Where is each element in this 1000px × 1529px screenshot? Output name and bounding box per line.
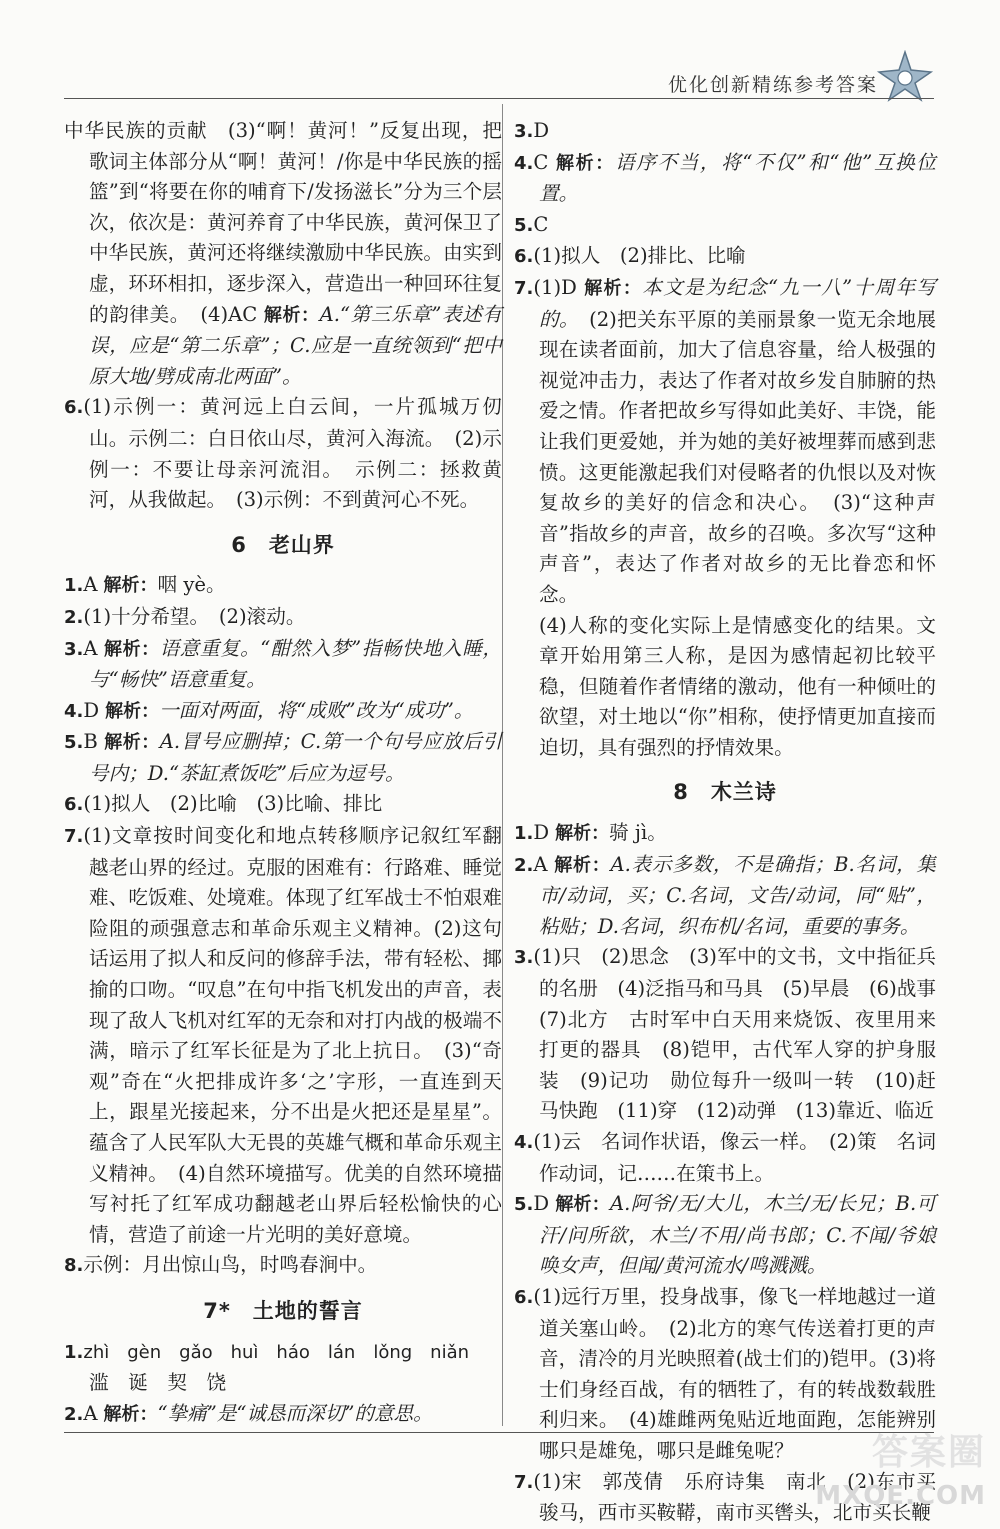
item-number: 7. xyxy=(514,277,534,299)
item-number: 4. xyxy=(64,700,84,722)
section-number: 7* xyxy=(203,1298,231,1323)
answer-text: 中华民族的贡献 (3)“啊！黄河！”反复出现，把歌词主体部分从“啊！黄河！/你是中华民族的摇篮”到“将要在你的哺育下/发扬滋长”分为三个层次，依次是：黄河养育了中华民族，黄河保卫了中华民族，黄河还将继续激励中华民族。由实到虚，环环相扣，逐步深入，营造出一种回环往复的韵律美。 (4)AC xyxy=(64,119,502,326)
item-number: 1. xyxy=(64,1341,84,1363)
answer-text: (1)D xyxy=(533,275,577,299)
analysis-label: 解析： xyxy=(582,277,643,299)
header-divider xyxy=(64,98,934,99)
item-number: 6. xyxy=(514,246,534,268)
answer-item xyxy=(64,1337,502,1399)
answer-item xyxy=(514,850,936,943)
item-number: 2. xyxy=(64,606,84,628)
section-heading xyxy=(514,777,936,808)
item-number: 6. xyxy=(64,794,84,816)
answer-text: A xyxy=(83,573,98,597)
item-number: 6. xyxy=(514,1286,534,1308)
item-number: 7. xyxy=(514,1471,534,1493)
analysis-text: 语意重复。“酣然入梦”指畅快地入睡，与“畅快”语意重复。 xyxy=(89,636,502,692)
answer-item xyxy=(64,1399,502,1431)
answer-item xyxy=(64,392,502,515)
answer-item xyxy=(514,116,936,148)
item-number: 8. xyxy=(64,1255,84,1277)
answer-text: (1)拟人 (2)比喻 (3)比喻、排比 xyxy=(83,792,383,816)
analysis-label: 解析： xyxy=(263,304,320,326)
answer-item xyxy=(64,727,502,789)
answer-item xyxy=(514,818,936,850)
section-title: 土地的誓言 xyxy=(252,1298,363,1323)
answer-item xyxy=(514,942,956,1127)
footer-divider xyxy=(64,1432,934,1433)
character-answers: 滥 诞 契 饶 xyxy=(89,1371,227,1395)
answer-item xyxy=(64,821,502,1250)
item-number: 1. xyxy=(514,823,534,845)
answer-text: D xyxy=(533,1192,550,1216)
item-number: 1. xyxy=(64,575,84,597)
answer-item xyxy=(514,1127,936,1189)
column-divider xyxy=(502,104,503,1426)
watermark-text-en: MXQE.COM xyxy=(815,1481,986,1511)
answer-item xyxy=(514,241,936,273)
item-number: 3. xyxy=(514,121,534,142)
section-heading xyxy=(64,1296,502,1327)
item-number: 4. xyxy=(514,152,534,174)
answer-text: D xyxy=(533,119,550,142)
answer-text: D xyxy=(83,698,100,722)
analysis-label: 解析： xyxy=(103,575,158,597)
analysis-label: 解析： xyxy=(103,732,160,754)
analysis-text: A.“第三乐章”表述有误，应是“第二乐章”；C.应是一直统领到“把中原大地/劈成南北两面”。 xyxy=(89,302,502,388)
answer-text: C xyxy=(533,150,549,174)
answer-text: (4)人称的变化实际上是情感变化的结果。文章开始用第三人称，是因为感情起初比较平稳，但随着作者情绪的激动，他有一种倾吐的欲望，对土地以“你”相称，使抒情更加直接而迫切，具有强烈的抒情效果。 xyxy=(539,613,936,759)
answer-item xyxy=(64,116,502,392)
answer-item xyxy=(514,1189,936,1282)
watermark-logo xyxy=(815,1415,996,1515)
answer-text: (1)云 名词作状语，像云一样。 (2)策 名词作动词，记……在策书上。 xyxy=(533,1130,936,1185)
analysis-label: 解析： xyxy=(103,1403,158,1425)
answer-text: (1)宋 郭茂倩 乐府诗集 南北 (2)东市买骏马，西市买鞍鞯，南市买辔头，北市买长鞭 xyxy=(533,1469,936,1525)
watermark-text-cn: 答案圈 xyxy=(871,1432,986,1473)
analysis-text: 语序不当，将“不仅”和“他”互换位置。 xyxy=(539,150,937,206)
answer-item xyxy=(514,210,936,242)
analysis-label: 解析： xyxy=(555,823,610,845)
analysis-text: A.阿爷/无/大儿，木兰/无/长兄；B.可汗/问所欲，木兰/不用/尚书郎；C.不闻/爷娘唤女声，但闻/黄河流水/鸣溅溅。 xyxy=(539,1192,937,1278)
right-column xyxy=(514,116,956,1529)
item-number: 5. xyxy=(514,1194,534,1216)
section-title: 老山界 xyxy=(268,532,335,557)
section-title: 木兰诗 xyxy=(710,780,777,805)
answer-text: (2)把关东平原的美丽景象一览无余地展现在读者面前，加大了信息容量，给人极强的视觉冲击力，表达了作者对故乡发自肺腑的热爱之情。作者把故乡写得如此美好、丰饶，能让我们更爱她，并为她的美好被埋葬而感到悲愤。这更能激起我们对侵略者的仇恨以及对恢复故乡的美好的信念和决心。 (3)“这种声音”指故乡的声音，故乡的召唤。多次写“这种声音”，表达了作者对故乡的无比眷恋和怀念。 xyxy=(539,307,937,606)
answer-text: 示例：月出惊山鸟，时鸣春涧中。 xyxy=(83,1253,378,1277)
analysis-text: 咽 yè。 xyxy=(157,573,226,597)
analysis-text: 本文是为纪念“九一八”十周年写的。 xyxy=(539,275,936,331)
item-number: 7. xyxy=(64,826,84,848)
answer-text: (1)示例一：黄河远上白云间，一片孤城万仞山。示例二：白日依山尽，黄河入海流。 (2)示例一：不要让母亲河流泪。 示例二：拯救黄河，从我做起。 (3)示例：不到黄河心不死。 xyxy=(83,395,502,512)
analysis-label: 解析： xyxy=(103,638,160,660)
answer-text: (1)文章按时间变化和地点转移顺序记叙红军翻越老山界的经过。克服的困难有：行路难、睡觉难、吃饭难、处境难。体现了红军战士不怕艰难险阻的顽强意志和革命乐观主义精神。(2)这句话运用了拟人和反问的修辞手法，带有轻松、揶揄的口吻。“叹息”在句中指飞机发出的声音，表现了敌人飞机对红军的无奈和对打内战的极端不满，暗示了红军长征是为了北上抗日。 (3)“奇观”奇在“火把排成许多‘之’字形，一直连到天上，跟星光接起来，分不出是火把还是星星”。蕴含了人民军队大无畏的英雄气概和革命乐观主义精神。 (4)自然环境描写。优美的自然环境描写衬托了红军成功翻越老山界后轻松愉快的心情，营造了前途一片光明的美好意境。 xyxy=(83,824,502,1246)
answer-text: D xyxy=(533,821,550,845)
left-column xyxy=(64,116,502,1430)
answer-text: (1)十分希望。 (2)滚动。 xyxy=(83,604,306,628)
answer-text: A xyxy=(83,1401,98,1425)
analysis-text: 骑 jì。 xyxy=(609,821,667,845)
answer-text: (1)拟人 (2)排比、比喻 xyxy=(533,244,746,268)
page-header xyxy=(0,0,1000,100)
item-number: 3. xyxy=(514,947,534,969)
answer-item xyxy=(514,611,936,764)
answer-text: C xyxy=(533,212,549,236)
answer-item xyxy=(64,602,502,634)
item-number: 2. xyxy=(514,854,534,876)
answer-item xyxy=(64,570,502,602)
analysis-label: 解析： xyxy=(553,854,611,876)
analysis-text: A.冒号应删掉；C.第一个句号应放后引号内；D.“茶缸煮饭吃”后应为逗号。 xyxy=(89,730,502,785)
analysis-label: 解析： xyxy=(105,700,160,722)
item-number: 6. xyxy=(64,397,84,419)
answer-item xyxy=(64,696,502,728)
answer-item xyxy=(64,634,502,696)
answer-item xyxy=(514,148,936,210)
pinyin-answers: zhì gèn gǎo huì háo lán lǒng niǎn xyxy=(83,1341,470,1363)
answer-text: (1)只 (2)思念 (3)军中的文书，文中指征兵的名册 (4)泛指马和马具 (5)早晨 (6)战事 (7)北方 古时军中白天用来烧饭、夜里用来打更的器具 (8)铠甲，古代军人穿的护身服装 (9)记功 勋位每升一级叫一转 (10)赶马快跑 (11)穿 (12)动弹 (13)靠近、临近 xyxy=(533,945,956,1123)
section-heading xyxy=(64,530,502,561)
answer-item xyxy=(64,1250,502,1282)
item-number: 5. xyxy=(514,214,534,236)
analysis-text: A.表示多数，不是确指；B.名词，集市/动词，买；C.名词，文告/动词，同“贴”，粘贴；D.名词，织布机/名词，重要的事务。 xyxy=(539,852,936,938)
analysis-label: 解析： xyxy=(555,1194,611,1216)
answer-item xyxy=(514,273,936,611)
item-number: 5. xyxy=(64,732,84,754)
answer-text: A xyxy=(533,852,548,876)
header-title: 优化创新精练参考答案 xyxy=(667,74,878,96)
item-number: 3. xyxy=(64,638,84,660)
answer-text: A xyxy=(83,636,98,660)
section-number: 6 xyxy=(231,532,247,557)
answer-item xyxy=(64,789,502,821)
item-number: 2. xyxy=(64,1403,84,1425)
star-ornament-icon xyxy=(876,50,934,102)
analysis-text: “挚痛”是“诚恳而深切”的意思。 xyxy=(157,1401,433,1425)
section-number: 8 xyxy=(673,780,689,805)
analysis-text: 一面对两面，将“成败”改为“成功”。 xyxy=(159,698,474,722)
analysis-label: 解析： xyxy=(554,152,615,174)
answer-text: (1)远行万里，投身战事，像飞一样地越过一道道关塞山岭。 (2)北方的寒气传送着打更的声音，清冷的月光映照着(战士们的)铠甲。(3)将士们身经百战，有的牺牲了，有的转战数载胜利归来。 (4)雄雌两兔贴近地面跑，怎能辨别哪只是雄兔，哪只是雌兔呢？ xyxy=(533,1284,936,1462)
item-number: 4. xyxy=(514,1132,534,1153)
answer-text: B xyxy=(83,730,98,754)
